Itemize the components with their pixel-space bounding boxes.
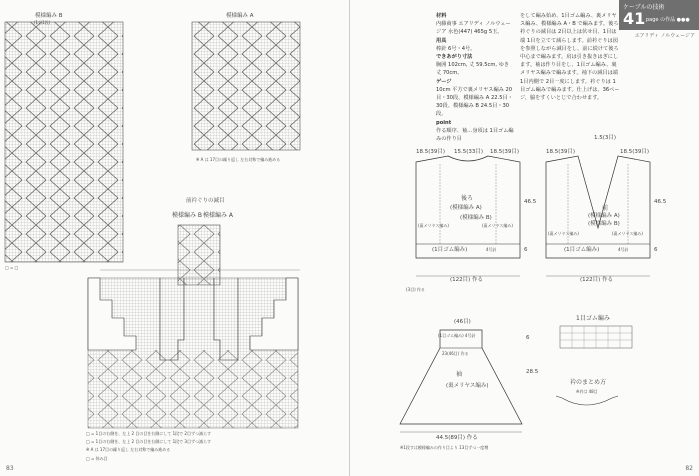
- front-top-left: 18.5(39目): [546, 149, 576, 155]
- needles-text: 棒針 6号・4号。: [436, 45, 476, 52]
- front-rib: (1目ゴム編み): [564, 247, 600, 253]
- header-subtitle: エアリディ ノルウェージア: [634, 33, 695, 39]
- point-title: point: [436, 119, 452, 126]
- materials-text: 内藤商事 エアリディ ノルウェージア 水色(447) 465g 5玉。: [436, 21, 511, 36]
- back-top-mid: 15.5(33目): [454, 149, 484, 155]
- rib-chart: [560, 326, 632, 348]
- finishing-note: ※衿は 48目: [576, 389, 598, 394]
- gauge-title: ゲージ: [436, 78, 452, 85]
- back-rib-height: 6: [524, 247, 528, 253]
- chart-a-label: 模様編み A: [226, 13, 254, 19]
- sleeve-cuff: (1目ゴム編み) 4号針: [438, 333, 476, 338]
- legend-1: □ = 1目の右側を、左上 2 目の目を右側にして 1段で 2目ずつ減らす: [86, 431, 211, 436]
- back-pattern-b: (模様編み B): [460, 215, 492, 221]
- finishing-title: 衿のまとめ方: [570, 379, 607, 386]
- symbol-box: □ = □: [5, 265, 19, 270]
- back-side: 46.5: [524, 199, 537, 205]
- neck-chart-columns: [178, 225, 220, 285]
- neck-b-label: 模様編み B: [172, 212, 203, 219]
- neck-a-label: 模様編み A: [203, 212, 234, 219]
- legend-4: □ = 休み目: [86, 456, 108, 461]
- collar-diagram: [556, 396, 618, 405]
- chart-b-sub: (1目1段): [34, 20, 51, 25]
- sleeve-schematic: [400, 330, 522, 432]
- back-pattern-a: (模様編み A): [450, 205, 482, 211]
- sleeve-bottom: 44.5(89目) 作る: [436, 435, 478, 441]
- page-number-right: 82: [685, 465, 693, 472]
- front-rib-height: 6: [654, 247, 658, 253]
- front-rev-right: (裏メリヤス編み): [612, 231, 643, 236]
- instructions-col-2: をして編み始め、1目ゴム編み、裏メリヤス編み、模様編み A・B で編みます。後ろ衿ぐりの減目は 2目以上は伏せ目、1目は端 1目を立てて減らします。前衿ぐりは図を参照しながら減目をし、前に続けて後ろ中心まで編みます。肩は引き抜きはぎにします。袖は作り目をし、1目ゴム編み、裏メリヤス編みで編みます。袖下の減目は端 1目内側で 2目一度にします。衿ぐりは 1目ゴム編みで編みます。仕上げは、36ページ、脇をすくいとじで合わせます。: [520, 13, 620, 102]
- page-number: 41: [623, 9, 646, 28]
- needles-title: 用具: [436, 37, 447, 44]
- gauge-text: 10cm 平方で裏メリヤス編み 20目・30段、模様編み A 22.5目・30段、模様編み B 24.5目・30段。: [436, 86, 513, 118]
- sleeve-cuff-height: 6: [526, 335, 530, 341]
- category-label: ケーブルの技術: [623, 4, 665, 11]
- size-title: できあがり寸法: [436, 54, 473, 61]
- back-title: 後ろ: [461, 195, 474, 202]
- back-top-left: 18.5(39目): [416, 149, 446, 155]
- front-title: 前: [602, 205, 609, 212]
- chart-a-note: ※ A は 17目の繰り返し 左右対称で編み進める: [196, 157, 281, 162]
- chart-canvas: [0, 0, 349, 476]
- instructions-col-1: [436, 12, 514, 143]
- right-page: [350, 0, 699, 476]
- front-needle: 4号針: [618, 247, 629, 252]
- sleeve-width: 23(46目) 作る: [442, 351, 469, 356]
- front-pattern-a: (模様編み A): [588, 213, 620, 219]
- legend-3: ※ A は 17目の繰り返し 左右対称で編み進める: [86, 447, 171, 452]
- back-rib: (1目ゴム編み): [432, 247, 468, 253]
- neck-title: 前衿ぐりの減目: [186, 198, 225, 204]
- legend-2: □ = 1目の右側を、左上 2 目の目を右側にして 1段で 3目ずつ減らす: [86, 439, 211, 444]
- front-side: 46.5: [654, 199, 667, 205]
- front-pattern-b: (模様編み B): [588, 221, 620, 227]
- front-rev-left: (裏メリヤス編み): [548, 231, 579, 236]
- page-label: page の作品 ●●●: [646, 17, 690, 23]
- back-top-right: 18.5(39目): [490, 149, 520, 155]
- sleeve-height: 28.5: [526, 369, 539, 375]
- front-bottom-width: (122目) 作る: [580, 277, 614, 283]
- rib-chart-title: 1目ゴム編み: [576, 315, 610, 322]
- size-text: 胸囲 102cm, 丈 59.5cm, ゆき丈 70cm。: [436, 62, 510, 77]
- back-needle: 4号針: [486, 247, 497, 252]
- front-top-right: 18.5(39目): [620, 149, 650, 155]
- back-rev-left: (裏メリヤス編み): [418, 223, 449, 228]
- front-neck: 1.5(3目): [594, 135, 617, 141]
- page-number-left: 83: [6, 465, 14, 472]
- back-bottom-width: (122目) 作る: [450, 277, 484, 283]
- sleeve-body: (裏メリヤス編み): [446, 383, 489, 389]
- materials-title: 材料: [436, 13, 447, 19]
- sleeve-top: (46目): [454, 319, 471, 325]
- chart-b-label: 模様編み B: [35, 13, 63, 19]
- sleeve-note: ※1段すは模様編みの作り目より 13目ずつ一度増: [400, 445, 489, 450]
- back-rev-right: (裏メリヤス編み): [482, 223, 513, 228]
- chart-b: [5, 22, 123, 262]
- back-armhole: (3目) 作る: [406, 287, 425, 292]
- sleeve-title: 袖: [456, 371, 463, 378]
- neck-shaping-chart: [88, 278, 298, 428]
- point-text: 作る順序、袖…身頃は 1目ゴム編みの作り目: [436, 127, 514, 143]
- chart-a: [192, 22, 300, 150]
